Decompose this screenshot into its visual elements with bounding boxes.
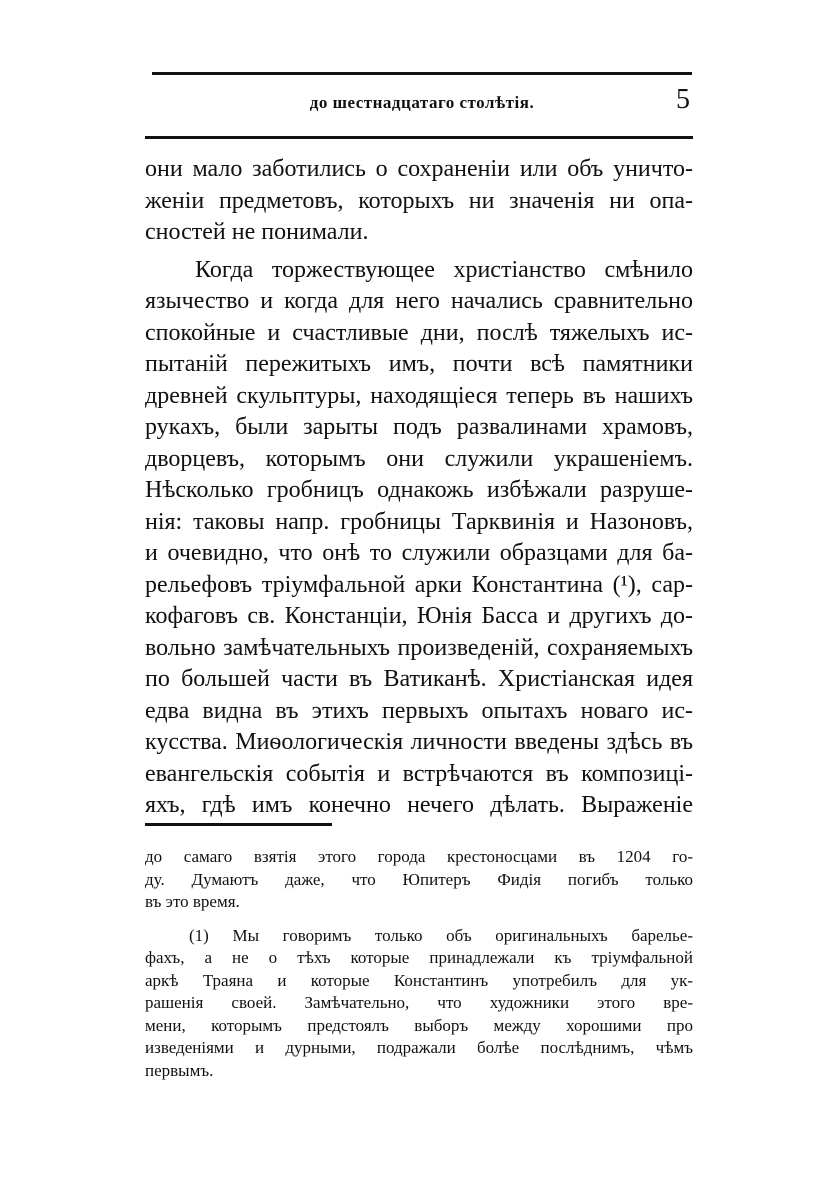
text-line: рельефовъ тріумфальной арки Константина (¹), сар-: [145, 571, 693, 598]
footnote-line: мени, которымъ предстоялъ выборъ между хорошими про: [145, 1015, 693, 1035]
text-line: рукахъ, были зарыты подъ развалинами храмовъ,: [145, 414, 693, 440]
footnote-line: рашенія своей. Замѣчательно, что художники этого вре-: [145, 993, 693, 1012]
text-line: кофаговъ св. Констанціи, Юнія Басса и другихъ до-: [145, 603, 693, 629]
text-line: женіи предметовъ, которыхъ ни значенія ни опа-: [145, 187, 693, 214]
main-text: [145, 154, 693, 822]
text-line: нія: таковы напр. гробницы Тарквинія и Назоновъ,: [145, 508, 693, 535]
footnote-line: первымъ.: [145, 1060, 214, 1080]
text-line: язычество и когда для него начались сравнительно: [145, 288, 693, 314]
text-line: древней скульптуры, находящіеся теперь въ нашихъ: [145, 382, 693, 409]
text-line: они мало заботились о сохраненіи или объ уничто-: [145, 156, 693, 182]
text-line: сностей не понимали.: [145, 219, 369, 245]
text-line: по большей части въ Ватиканѣ. Христіанская идея: [145, 666, 693, 692]
text-line: едва видна въ этихъ первыхъ опытахъ новаго ис-: [145, 697, 693, 724]
footnote-line: фахъ, а не о тѣхъ которые принадлежали къ тріумфальной: [145, 948, 693, 967]
text-line: кусства. Миѳологическія личности введены здѣсь въ: [145, 729, 693, 755]
text-line: яхъ, гдѣ имъ конечно нечего дѣлать. Выраженіе: [145, 792, 693, 818]
text-line: Когда торжествующее христіанство смѣнило: [195, 256, 693, 283]
text-line: вольно замѣчательныхъ произведеній, сохраняемыхъ: [145, 634, 693, 661]
footnotes: [145, 846, 693, 1082]
text-line: и очевидно, что онѣ то служили образцами для ба-: [145, 540, 693, 566]
text-line: дворцевъ, которымъ они служили украшеніемъ.: [145, 445, 693, 472]
footnote-line: въ это время.: [145, 892, 240, 911]
footnote-rule: [145, 823, 332, 826]
header-top-rule: [152, 72, 692, 75]
text-line: евангельскія событія и встрѣчаются въ композиці-: [145, 760, 693, 787]
footnote-line: до самаго взятія этого города крестоносцами въ 1204 го-: [145, 847, 693, 866]
footnote-line: аркѣ Траяна и которые Константинъ употребилъ для ук-: [145, 970, 693, 990]
text-line: Нѣсколько гробницъ однакожь избѣжали разруше-: [145, 477, 693, 503]
page-number: 5: [676, 84, 690, 115]
running-head: до шестнадцатаго столѣтія.: [309, 93, 535, 112]
header-bottom-rule: [145, 136, 693, 139]
text-line: пытаній пережитыхъ имъ, почти всѣ памятники: [145, 351, 693, 377]
footnote-line: ду. Думаютъ даже, что Юпитеръ Фидія погибъ только: [145, 869, 693, 889]
footnote-line: (1) Мы говоримъ только объ оригинальныхъ барелье-: [189, 925, 693, 945]
text-line: спокойные и счастливые дни, послѣ тяжелыхъ ис-: [145, 319, 693, 346]
footnote-line: изведеніями и дурными, подражали болѣе послѣднимъ, чѣмъ: [145, 1038, 693, 1057]
